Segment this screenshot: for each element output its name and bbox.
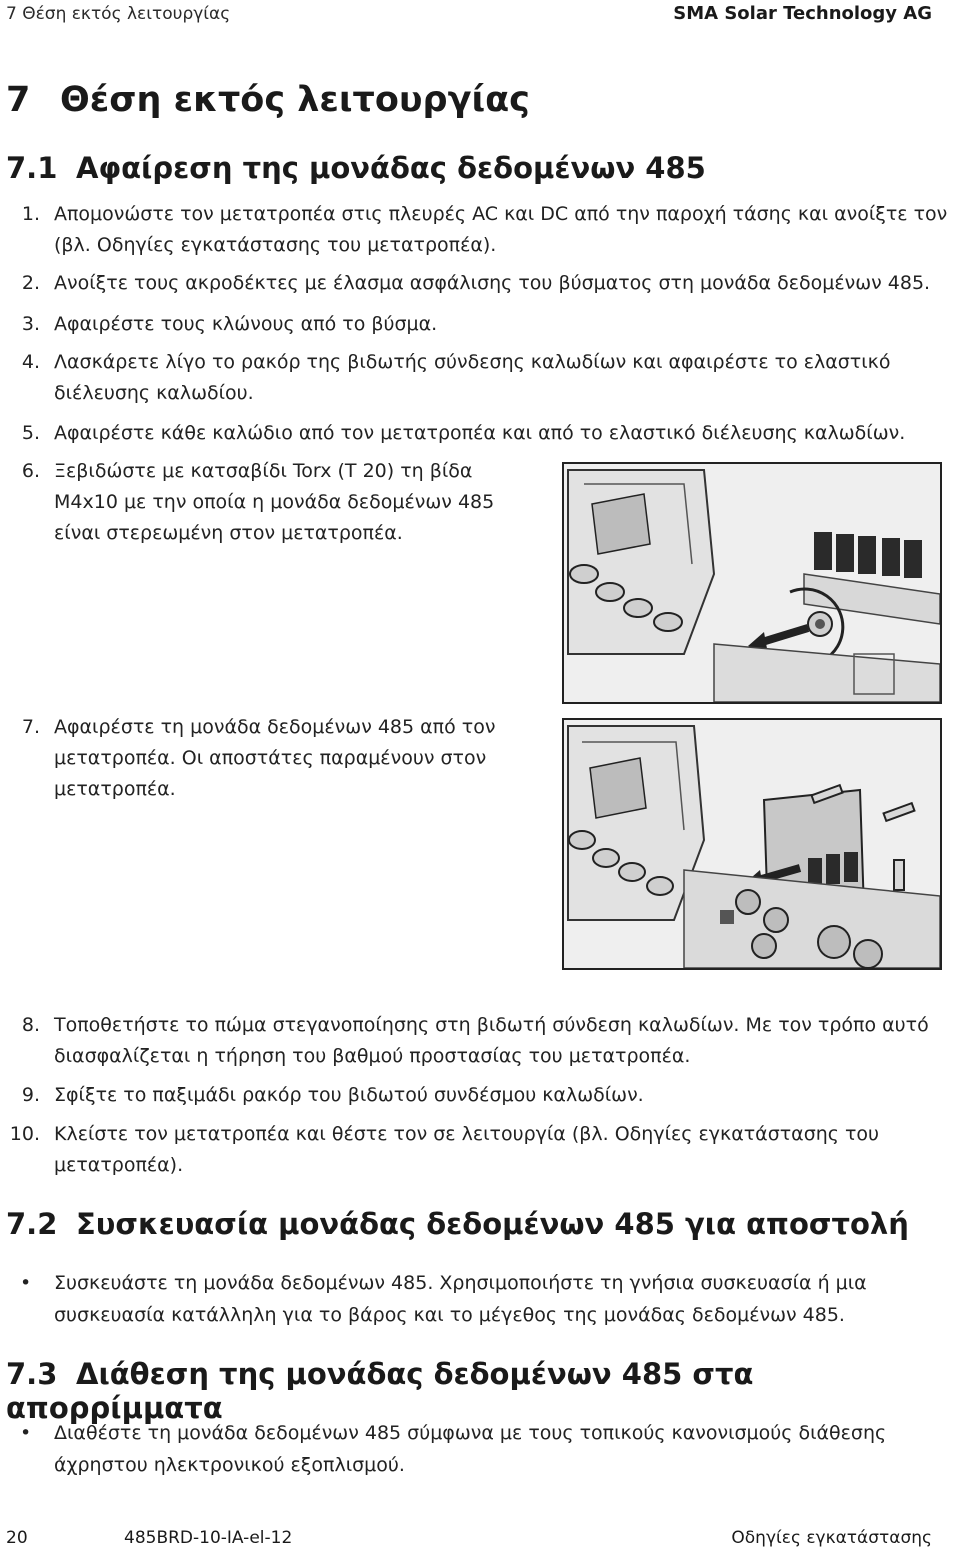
module-removal-icon <box>564 720 940 968</box>
step-text-line: Σφίξτε το παξιμάδι ρακόρ του βιδωτού συνδέσμου καλωδίων. <box>54 1084 644 1106</box>
bullet-icon: • <box>20 1422 32 1444</box>
step-text-line: Λασκάρετε λίγο το ρακόρ της βιδωτής σύνδεσης καλωδίων και αφαιρέστε το ελαστικό <box>54 351 891 373</box>
step-text-line: διασφαλίζεται η τήρηση του βαθμού προστασίας του μετατροπέα. <box>54 1045 691 1067</box>
section-number: 7.1 <box>6 151 58 185</box>
bullet-icon: • <box>20 1272 32 1294</box>
step-9 <box>0 1080 960 1111</box>
section-heading-7-1 <box>6 151 706 185</box>
section-title: Διάθεση της μονάδας δεδομένων 485 στα απορρίμματα <box>6 1357 754 1425</box>
step-text-line: Απομονώστε τον μετατροπέα στις πλευρές AC και DC από την παροχή τάσης και ανοίξτε τον <box>54 203 948 225</box>
step-number: 3. <box>21 313 40 335</box>
step-text-line: Ξεβιδώστε με κατσαβίδι Torx (T 20) τη βίδα <box>54 460 473 482</box>
step-number: 4. <box>21 351 40 373</box>
step-3 <box>0 309 960 340</box>
page-number: 20 <box>6 1528 28 1548</box>
step-2 <box>0 268 960 299</box>
step-8 <box>0 1010 960 1072</box>
document-code: 485BRD-10-IA-el-12 <box>124 1528 293 1548</box>
bullet-text-line: Συσκευάστε τη μονάδα δεδομένων 485. Χρησιμοποιήστε τη γνήσια συσκευασία ή μια <box>54 1272 867 1294</box>
step-number: 2. <box>21 272 40 294</box>
bullet-packaging <box>0 1267 960 1331</box>
step-number: 7. <box>21 716 40 738</box>
step-text-line: Αφαιρέστε τη μονάδα δεδομένων 485 από τον <box>54 716 496 738</box>
section-title: Αφαίρεση της μονάδας δεδομένων 485 <box>76 151 706 185</box>
step-text-line: Κλείστε τον μετατροπέα και θέστε τον σε λειτουργία (βλ. Οδηγίες εγκατάστασης του <box>54 1123 880 1145</box>
step-text-line: μετατροπέα. <box>54 778 176 800</box>
step-number: 10. <box>9 1123 40 1145</box>
step-text-line: Ανοίξτε τους ακροδέκτες με έλασμα ασφάλισης του βύσματος στη μονάδα δεδομένων 485. <box>54 272 931 294</box>
step-text-line: Τοποθετήστε το πώμα στεγανοποίησης στη βιδωτή σύνδεση καλωδίων. Με τον τρόπο αυτό <box>54 1014 929 1036</box>
section-title: Συσκευασία μονάδας δεδομένων 485 για αποστολή <box>76 1207 909 1241</box>
chapter-number: 7 <box>6 80 31 120</box>
bullet-text-line: άχρηστου ηλεκτρονικού εξοπλισμού. <box>54 1454 405 1476</box>
step-number: 6. <box>21 460 40 482</box>
step-text-line: (βλ. Οδηγίες εγκατάστασης του μετατροπέα). <box>54 234 497 256</box>
step-text-line: μετατροπέα). <box>54 1154 184 1176</box>
bullet-disposal <box>0 1417 960 1481</box>
step-text-line: M4x10 με την οποία η μονάδα δεδομένων 485 <box>54 491 495 513</box>
chapter-heading <box>6 80 530 120</box>
step-text-line: Αφαιρέστε τους κλώνους από το βύσμα. <box>54 313 438 335</box>
section-number: 7.3 <box>6 1357 58 1391</box>
section-heading-7-3 <box>6 1357 960 1425</box>
section-number: 7.2 <box>6 1207 58 1241</box>
step-number: 9. <box>21 1084 40 1106</box>
step-1 <box>0 199 960 261</box>
bullet-text-line: συσκευασία κατάλληλη για το βάρος και το μέγεθος της μονάδας δεδομένων 485. <box>54 1304 845 1326</box>
step-text-line: Αφαιρέστε κάθε καλώδιο από τον μετατροπέα και από το ελαστικό διέλευσης καλωδίων. <box>54 422 906 444</box>
step-text-line: είναι στερεωμένη στον μετατροπέα. <box>54 522 403 544</box>
chapter-title: Θέση εκτός λειτουργίας <box>60 80 530 120</box>
screwdriver-icon <box>564 464 940 702</box>
step-number: 5. <box>21 422 40 444</box>
screw-removal-figure <box>562 462 942 704</box>
running-header-company: SMA Solar Technology AG <box>673 3 932 24</box>
step-4 <box>0 347 960 409</box>
step-5 <box>0 418 960 449</box>
step-text-line: διέλευσης καλωδίου. <box>54 382 254 404</box>
step-7 <box>0 712 560 807</box>
module-removal-figure <box>562 718 942 970</box>
document-type: Οδηγίες εγκατάστασης <box>731 1528 932 1548</box>
section-heading-7-2 <box>6 1207 909 1241</box>
step-6 <box>0 456 560 551</box>
step-text-line: μετατροπέα. Οι αποστάτες παραμένουν στον <box>54 747 487 769</box>
step-10 <box>0 1119 960 1181</box>
step-number: 1. <box>21 203 40 225</box>
step-number: 8. <box>21 1014 40 1036</box>
bullet-text-line: Διαθέστε τη μονάδα δεδομένων 485 σύμφωνα με τους τοπικούς κανονισμούς διάθεσης <box>54 1422 887 1444</box>
running-header-section: 7 Θέση εκτός λειτουργίας <box>6 4 231 24</box>
